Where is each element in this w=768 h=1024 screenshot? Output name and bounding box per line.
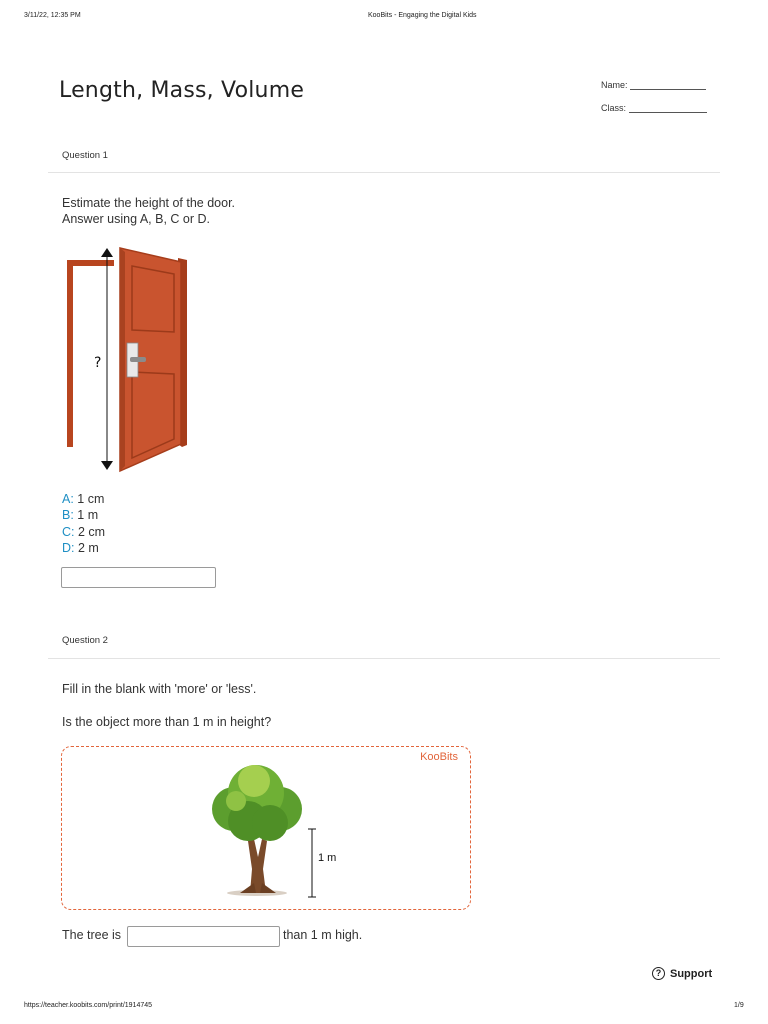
class-label: Class:: [601, 103, 627, 113]
tree-foliage-highlight: [238, 765, 270, 797]
tree-root-right: [260, 883, 276, 893]
answer-sentence-after: than 1 m high.: [283, 928, 363, 942]
koobits-watermark: KooBits: [420, 751, 458, 763]
question-1-prompt: Estimate the height of the door.: [62, 196, 236, 210]
answer-sentence-before: The tree is: [62, 928, 122, 942]
height-unknown-mark: ?: [94, 355, 102, 371]
measure-bar: [308, 827, 316, 901]
question-2-divider: [48, 658, 720, 659]
arrow-down-icon: [101, 461, 113, 470]
measure-label: 1 m: [318, 852, 337, 864]
option-c-text: 2 cm: [77, 525, 106, 539]
worksheet-title: Length, Mass, Volume: [59, 78, 305, 103]
tree-foliage-highlight-left: [226, 791, 246, 811]
question-1-divider: [48, 172, 720, 173]
class-field: [601, 103, 707, 113]
name-blank: [630, 81, 706, 90]
class-blank: [629, 104, 707, 113]
option-a: [62, 492, 104, 506]
door-handle-icon: [130, 357, 146, 362]
option-a-text: 1 cm: [77, 492, 105, 506]
print-page-number: 1/9: [734, 1002, 744, 1009]
question-2-label: Question 2: [62, 635, 108, 646]
question-2-instruction: Fill in the blank with 'more' or 'less'.: [62, 682, 257, 696]
print-url: https://teacher.koobits.com/print/1914745: [24, 1002, 153, 1009]
tree-figure: [192, 757, 322, 899]
option-c-key: C:: [62, 525, 75, 539]
print-datetime: 3/11/22, 12:35 PM: [24, 12, 81, 19]
print-page-title: KooBits - Engaging the Digital Kids: [368, 12, 477, 19]
question-1-label: Question 1: [62, 150, 108, 161]
help-circle-icon: ?: [652, 967, 665, 980]
question-1-answer-input[interactable]: [61, 567, 216, 588]
option-d-key: D:: [62, 541, 75, 555]
arrow-up-icon: [101, 248, 113, 257]
question-2-answer-input[interactable]: [127, 926, 280, 947]
option-c: [62, 525, 105, 539]
question-1-instruction: Answer using A, B, C or D.: [62, 212, 210, 226]
option-b: [62, 508, 98, 522]
question-2-prompt: Is the object more than 1 m in height?: [62, 715, 272, 729]
option-b-text: 1 m: [77, 508, 99, 522]
name-label: Name:: [601, 80, 628, 90]
option-d-text: 2 m: [77, 541, 99, 555]
support-button[interactable]: [652, 967, 712, 980]
door-panel-edge: [120, 248, 125, 471]
tree-foliage-lower-right: [252, 805, 288, 841]
option-d: [62, 541, 99, 555]
name-field: [601, 80, 706, 90]
option-b-key: B:: [62, 508, 74, 522]
option-a-key: A:: [62, 492, 74, 506]
tree-root-left: [240, 883, 256, 893]
door-figure: [60, 244, 200, 476]
support-label: Support: [670, 967, 713, 980]
tree-figure-frame: [61, 746, 471, 910]
